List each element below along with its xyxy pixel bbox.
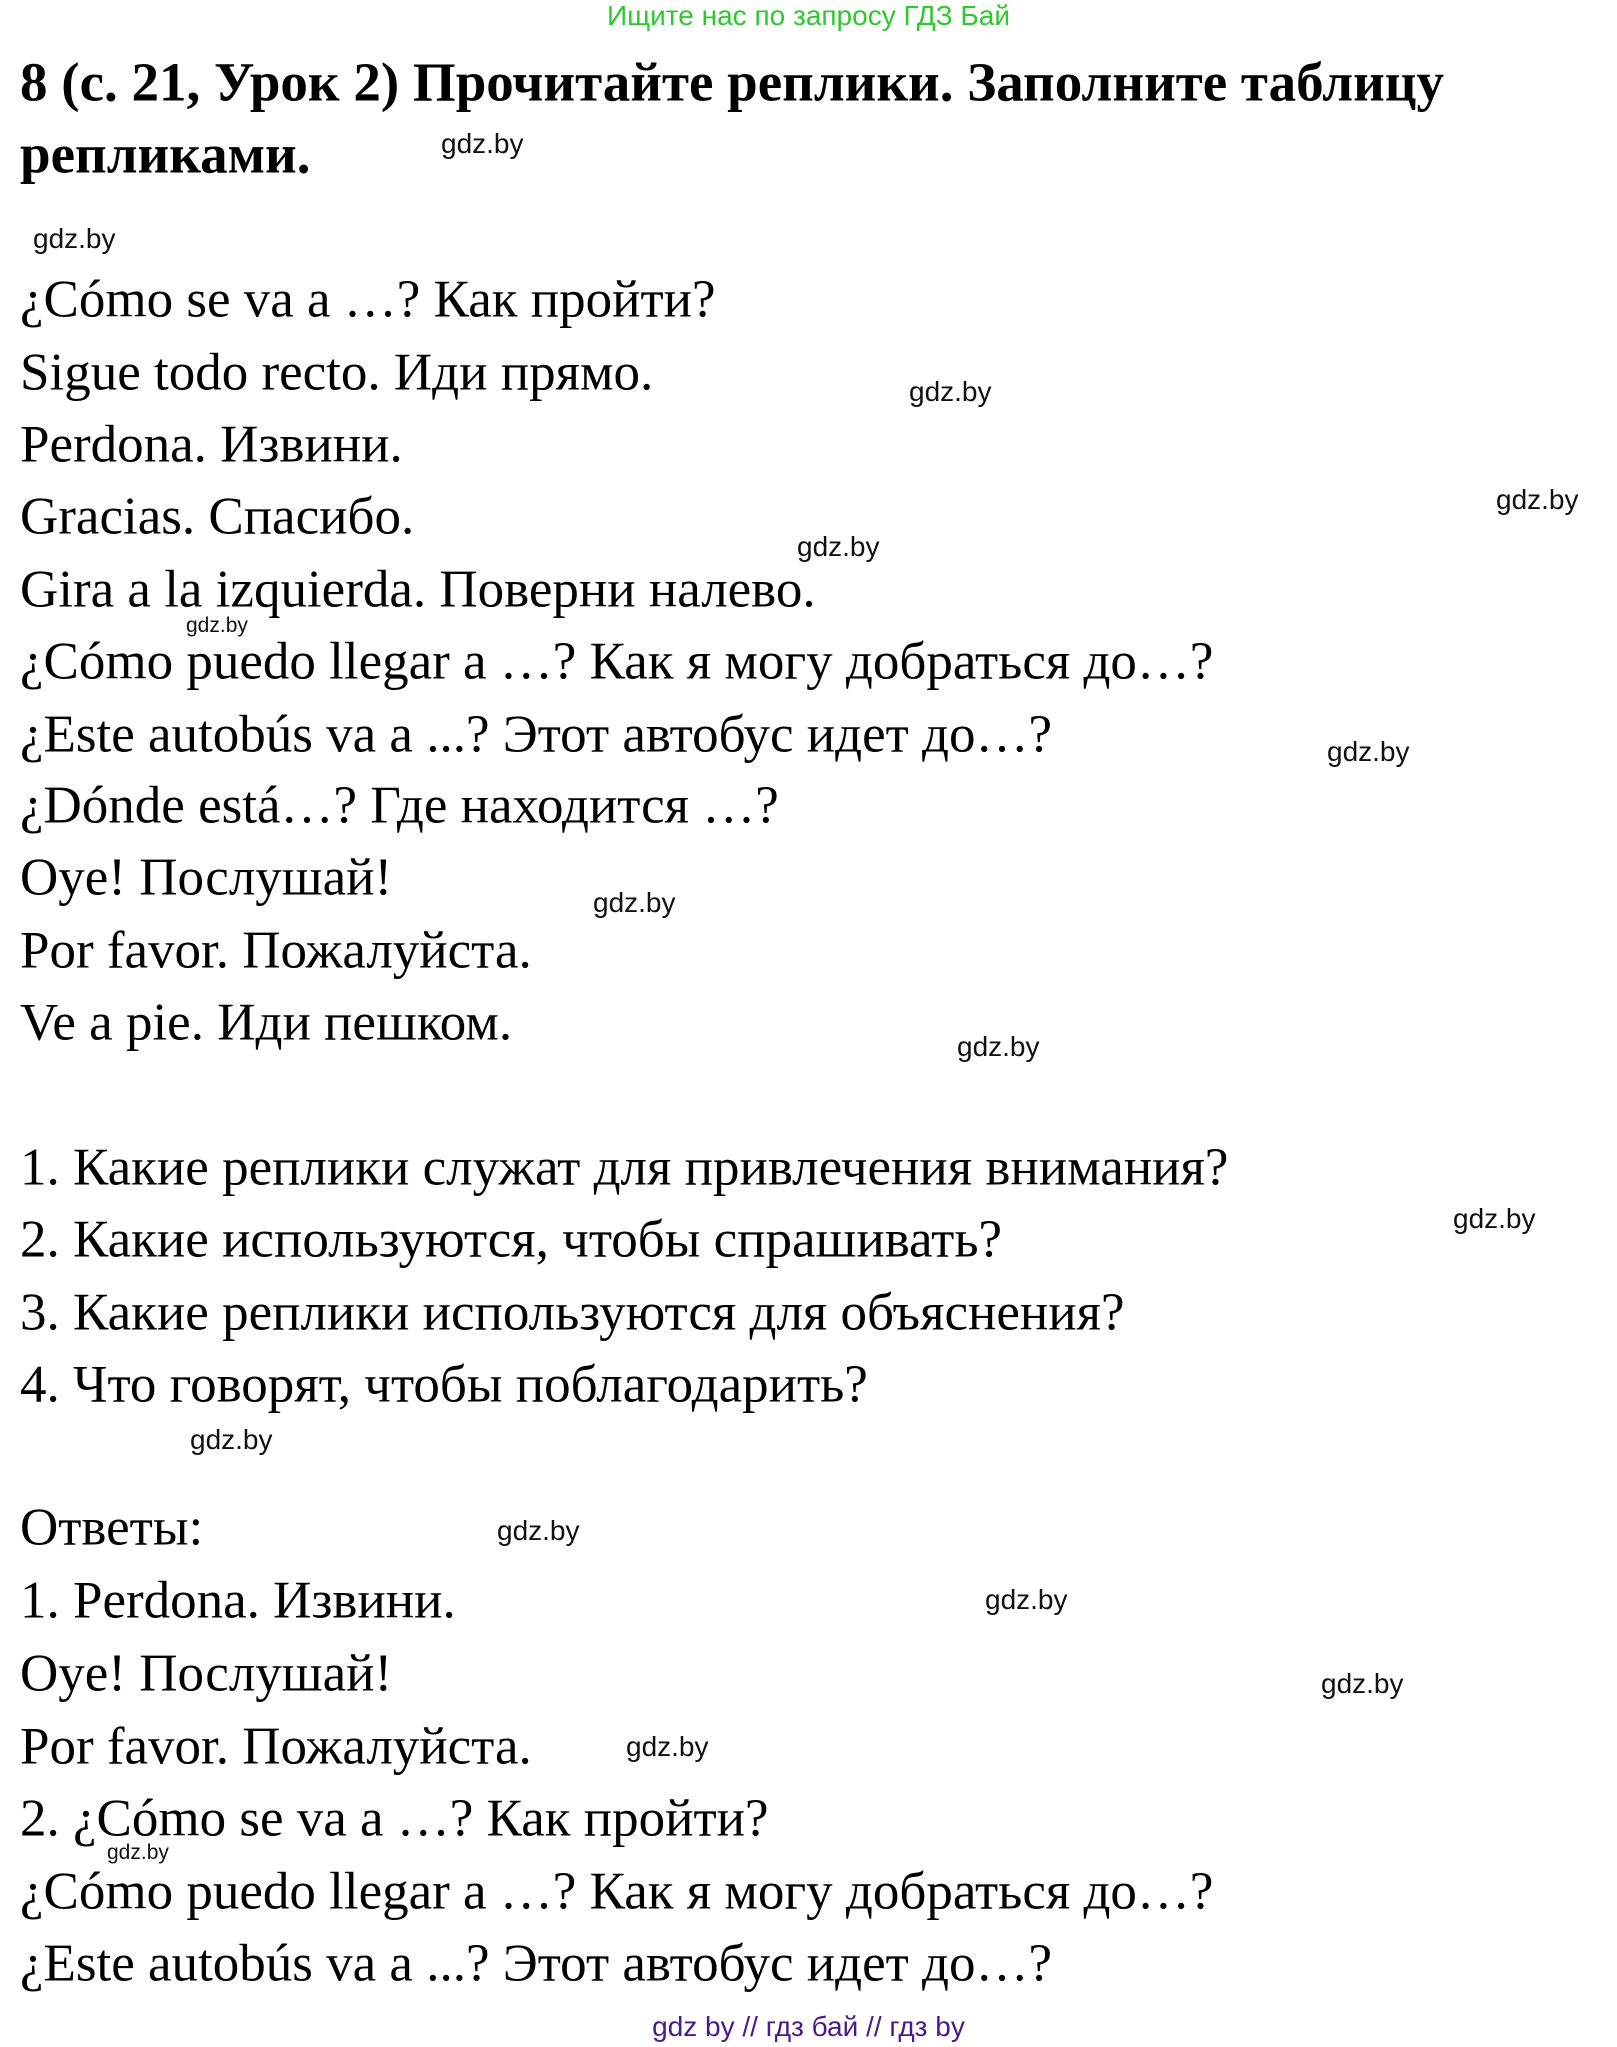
watermark: gdz.by xyxy=(1453,1203,1536,1234)
answer-line: Oye! Послушай! xyxy=(20,1644,393,1703)
watermark: gdz.by xyxy=(1321,1668,1404,1699)
watermark: gdz.by xyxy=(985,1584,1068,1615)
watermark: gdz.by xyxy=(186,614,248,637)
question-line: 4. Что говорят, чтобы поблагодарить? xyxy=(20,1355,868,1414)
answers-heading: Ответы: xyxy=(20,1498,204,1557)
watermark: gdz.by xyxy=(441,128,524,159)
watermark: gdz.by xyxy=(1496,484,1579,515)
phrase-line: Sigue todo recto. Иди прямо. xyxy=(20,343,654,402)
phrase-line: Oye! Послушай! xyxy=(20,848,393,907)
phrase-line: Por favor. Пожалуйста. xyxy=(20,921,532,980)
phrase-line: ¿Cómo puedo llegar a …? Как я могу добраться до…? xyxy=(20,632,1214,691)
phrase-line: ¿Cómo se va a …? Как пройти? xyxy=(20,270,716,329)
answer-line: 2. ¿Cómo se va a …? Как пройти? xyxy=(20,1789,769,1848)
question-line: 2. Какие используются, чтобы спрашивать? xyxy=(20,1210,1003,1269)
task-title-line1: 8 (с. 21, Урок 2) Прочитайте реплики. Заполните таблицу xyxy=(20,51,1444,113)
watermark: gdz.by xyxy=(497,1515,580,1546)
watermark: gdz.by xyxy=(909,376,992,407)
phrase-line: Perdona. Извини. xyxy=(20,415,403,474)
task-title-line2: репликами. xyxy=(20,123,311,185)
answer-line: Por favor. Пожалуйста. xyxy=(20,1717,532,1776)
question-line: 3. Какие реплики используются для объяснения? xyxy=(20,1283,1125,1342)
watermark: gdz.by xyxy=(190,1424,273,1455)
watermark: gdz.by xyxy=(33,223,116,254)
watermark: gdz.by xyxy=(593,887,676,918)
phrase-line: ¿Este autobús va a ...? Этот автобус идет до…? xyxy=(20,705,1053,764)
watermark: gdz.by xyxy=(1327,736,1410,767)
answer-line: 1. Perdona. Извини. xyxy=(20,1571,456,1630)
answer-line: ¿Este autobús va a ...? Этот автобус идет до…? xyxy=(20,1934,1053,1993)
phrase-line: Ve a pie. Иди пешком. xyxy=(20,993,513,1052)
phrase-line: Gira a la izquierda. Поверни налево. xyxy=(20,560,816,619)
answer-line: ¿Cómo puedo llegar a …? Как я могу добраться до…? xyxy=(20,1862,1214,1921)
watermark: gdz.by xyxy=(797,531,880,562)
question-line: 1. Какие реплики служат для привлечения внимания? xyxy=(20,1138,1229,1197)
header-banner[interactable]: Ищите нас по запросу ГДЗ Бай xyxy=(606,0,1011,31)
watermark: gdz.by xyxy=(107,1841,169,1864)
phrase-line: Gracias. Спасибо. xyxy=(20,487,415,546)
watermark: gdz.by xyxy=(957,1031,1040,1062)
phrase-line: ¿Dónde está…? Где находится …? xyxy=(20,776,779,835)
footer-links[interactable]: gdz by // гдз бай // гдз by xyxy=(652,2011,965,2042)
watermark: gdz.by xyxy=(626,1731,709,1762)
